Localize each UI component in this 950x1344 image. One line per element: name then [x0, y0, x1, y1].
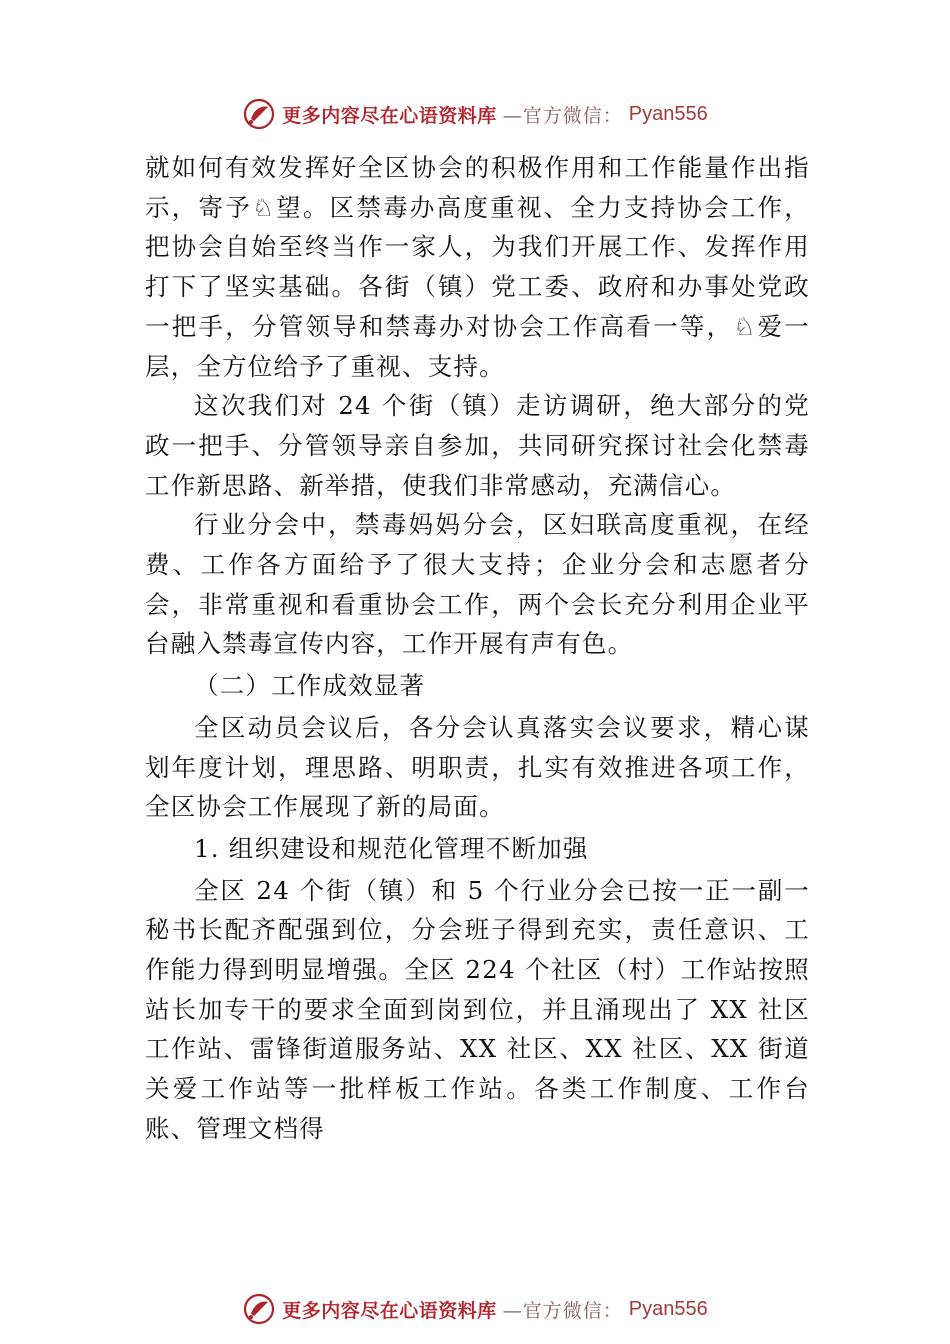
header-banner-title: 更多内容尽在心语资料库	[282, 104, 497, 127]
footer-banner-wechat-label: —官方微信：	[502, 1299, 623, 1322]
section-heading: （二）工作成效显著	[194, 671, 426, 701]
logo-seal-icon	[242, 1292, 276, 1326]
paragraph-1: 就如何有效发挥好全区协会的积极作用和工作能量作出指示，寄予♘望。区禁毒办高度重视、全力支持协会工作，把协会自始至终当作一家人，为我们开展工作、发挥作用打下了坚实基础。各街（镇）党工委、政府和办事处党政一把手，分管领导和禁毒办对协会工作高看一等，♘爱一层，全方位给予了重视、支持。	[145, 153, 810, 381]
header-banner-wechat-id: Pyan556	[628, 102, 708, 125]
subsection-heading: 1. 组织建设和规范化管理不断加强	[194, 833, 589, 863]
footer-banner	[0, 1289, 950, 1329]
footer-banner-title: 更多内容尽在心语资料库	[282, 1299, 497, 1322]
logo-seal-icon	[242, 97, 276, 131]
header-banner-wechat-label: —官方微信：	[502, 104, 623, 127]
header-banner	[0, 94, 950, 134]
footer-banner-wechat-id: Pyan556	[628, 1297, 708, 1320]
document-body	[145, 148, 810, 1149]
paragraph-5: 全区 24 个街（镇）和 5 个行业分会已按一正一副一秘书长配齐配强到位，分会班子得到充实，责任意识、工作能力得到明显增强。全区 224 个社区（村）工作站按照站长加专干的要求全面到岗到位，并且涌现出了 XX 社区工作站、雷锋街道服务站、XX 社区、XX 社区、XX 街道关爱工作站等一批样板工作站。各类工作制度、工作台账、管理文档得	[145, 875, 810, 1143]
paragraph-2: 这次我们对 24 个街（镇）走访调研，绝大部分的党政一把手、分管领导亲自参加，共同研究探讨社会化禁毒工作新思路、新举措，使我们非常感动，充满信心。	[145, 391, 810, 500]
paragraph-4: 全区动员会议后，各分会认真落实会议要求，精心谋划年度计划，理思路、明职责，扎实有效推进各项工作，全区协会工作展现了新的局面。	[145, 712, 810, 822]
paragraph-3: 行业分会中，禁毒妈妈分会，区妇联高度重视，在经费、工作各方面给予了很大支持；企业分会和志愿者分会，非常重视和看重协会工作，两个会长充分利用企业平台融入禁毒宣传内容，工作开展有声有色。	[145, 510, 810, 659]
